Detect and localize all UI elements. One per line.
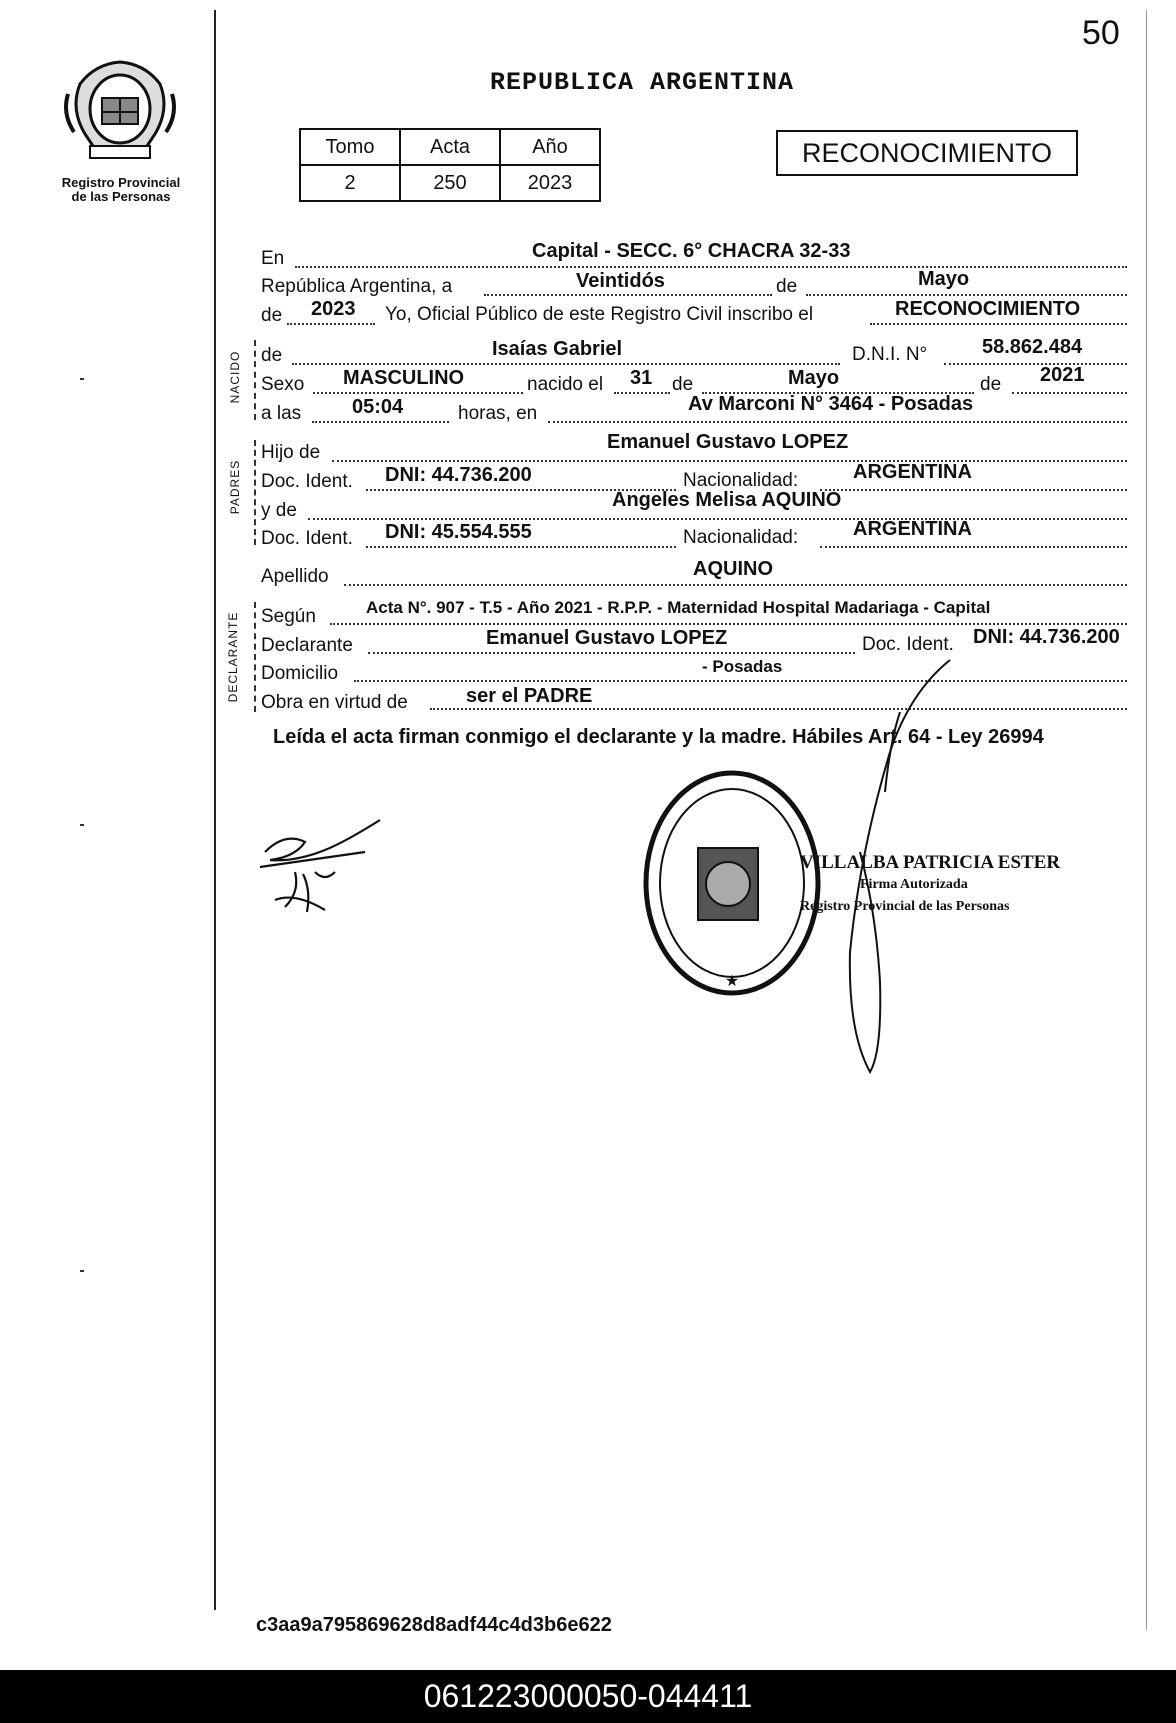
margin-tick xyxy=(80,824,84,826)
official-block xyxy=(800,852,1060,918)
dotted-line xyxy=(806,294,1127,296)
doc-ident-label: Doc. Ident. xyxy=(862,634,954,655)
birth-month-value: Mayo xyxy=(788,367,840,389)
mother-name-value: Angeles Melisa AQUINO xyxy=(612,489,842,511)
declarant-signature xyxy=(255,812,395,922)
birth-day-value: 31 xyxy=(630,367,653,389)
doc-ident-label: Doc. Ident. xyxy=(261,471,353,492)
father-name-value: Emanuel Gustavo LOPEZ xyxy=(607,431,849,453)
domicilio-value: - Posadas xyxy=(702,657,783,676)
padres-side-label: PADRES xyxy=(228,459,242,515)
value-anio: 2023 xyxy=(500,165,600,201)
provincial-seal-logo xyxy=(60,54,180,164)
declarante-bracket xyxy=(254,602,256,712)
de-label: de xyxy=(261,305,283,326)
birth-year-value: 2021 xyxy=(1040,364,1085,386)
dotted-line xyxy=(430,708,1127,710)
doc-ident-label: Doc. Ident. xyxy=(261,528,353,549)
sex-value: MASCULINO xyxy=(343,367,465,389)
de-label: de xyxy=(980,374,1002,395)
month-value: Mayo xyxy=(918,268,970,290)
father-nationality-value: ARGENTINA xyxy=(853,461,972,483)
segun-label: Según xyxy=(261,606,316,627)
apellido-label: Apellido xyxy=(261,566,329,587)
dotted-line xyxy=(484,294,772,296)
page-number: 50 xyxy=(1082,14,1120,52)
nacido-de-label: de xyxy=(261,345,283,366)
margin-tick xyxy=(80,1270,84,1272)
official-office: Registro Provincial de las Personas xyxy=(800,899,1010,914)
dotted-line xyxy=(312,421,449,423)
child-dni-value: 58.862.484 xyxy=(982,336,1083,358)
dotted-line xyxy=(870,323,1127,325)
nacido-bracket xyxy=(254,340,256,420)
declarante-side-label: DECLARANTE xyxy=(226,611,240,703)
reference-table-row xyxy=(300,165,600,201)
obra-value: ser el PADRE xyxy=(466,685,593,707)
dotted-line xyxy=(614,392,670,394)
right-margin-line xyxy=(1146,10,1147,1630)
document-hash: c3aa9a795869628d8adf44c4d3b6e622 xyxy=(256,1614,612,1636)
birth-place-value: Av Marconi N° 3464 - Posadas xyxy=(688,393,974,415)
dotted-line xyxy=(292,363,840,365)
a-las-label: a las xyxy=(261,403,302,424)
padres-bracket xyxy=(254,440,256,545)
en-label: En xyxy=(261,248,285,269)
y-de-label: y de xyxy=(261,500,297,521)
obra-label: Obra en virtud de xyxy=(261,692,408,713)
dotted-line xyxy=(944,363,1127,365)
inscription-type-value: RECONOCIMIENTO xyxy=(895,298,1081,320)
document-heading: REPUBLICA ARGENTINA xyxy=(490,68,795,97)
reference-table-header xyxy=(300,129,600,165)
dotted-line xyxy=(313,392,523,394)
left-margin-line xyxy=(214,10,216,1610)
nacionalidad-label: Nacionalidad: xyxy=(683,527,799,548)
logo-caption-line2: de las Personas xyxy=(71,189,171,204)
horas-en-label: horas, en xyxy=(458,403,538,424)
declarante-name-value: Emanuel Gustavo LOPEZ xyxy=(486,627,728,649)
de-label: de xyxy=(672,374,694,395)
hijo-de-label: Hijo de xyxy=(261,442,321,463)
child-name-value: Isaías Gabriel xyxy=(492,338,623,360)
logo-caption xyxy=(46,176,196,204)
nacionalidad-label: Nacionalidad: xyxy=(683,470,799,491)
reference-table xyxy=(299,128,601,202)
dotted-line xyxy=(332,460,1127,462)
header-acta: Acta xyxy=(400,129,500,165)
dotted-line xyxy=(308,518,1127,520)
nacido-side-label: NACIDO xyxy=(228,350,242,404)
closing-text: Leída el acta firman conmigo el declarante y la madre. Hábiles Art. 64 - Ley 26994 xyxy=(273,726,1044,748)
svg-text:★: ★ xyxy=(724,971,740,990)
declarante-doc-value: DNI: 44.736.200 xyxy=(973,626,1120,648)
place-value: Capital - SECC. 6° CHACRA 32-33 xyxy=(532,240,851,262)
value-tomo: 2 xyxy=(300,165,400,201)
header-anio: Año xyxy=(500,129,600,165)
dotted-line xyxy=(1012,392,1127,394)
header-tomo: Tomo xyxy=(300,129,400,165)
segun-value: Acta N°. 907 - T.5 - Año 2021 - R.P.P. - Maternidad Hospital Madariaga - Capital xyxy=(366,598,991,617)
logo-caption-line1: Registro Provincial xyxy=(61,175,181,190)
birth-time-value: 05:04 xyxy=(352,396,404,418)
dni-label: D.N.I. N° xyxy=(852,344,928,365)
dotted-line xyxy=(295,266,1127,268)
declarante-label: Declarante xyxy=(261,635,353,656)
dotted-line xyxy=(548,421,1127,423)
dotted-line xyxy=(330,623,1127,625)
mother-nationality-value: ARGENTINA xyxy=(853,518,972,540)
nacido-el-label: nacido el xyxy=(527,374,604,395)
margin-tick xyxy=(80,378,84,380)
dotted-line xyxy=(287,323,375,325)
act-type-box: RECONOCIMIENTO xyxy=(776,130,1078,176)
official-role: Firma Autorizada xyxy=(860,877,968,892)
official-text: Yo, Oficial Público de este Registro Civil inscribo el xyxy=(385,304,814,325)
official-stamp xyxy=(640,768,825,998)
day-value: Veintidós xyxy=(576,270,665,292)
dotted-line xyxy=(368,652,855,654)
domicilio-label: Domicilio xyxy=(261,663,339,684)
official-name: VILLALBA PATRICIA ESTER xyxy=(800,852,1061,873)
republica-label: República Argentina, a xyxy=(261,276,453,297)
apellido-value: AQUINO xyxy=(693,558,773,580)
dotted-line xyxy=(344,584,1127,586)
father-doc-value: DNI: 44.736.200 xyxy=(385,464,532,486)
dotted-line xyxy=(354,680,1127,682)
dotted-line xyxy=(820,489,1127,491)
barcode-number: 061223000050-044411 xyxy=(423,1678,753,1714)
sexo-label: Sexo xyxy=(261,374,305,395)
de-label: de xyxy=(776,276,798,297)
dotted-line xyxy=(366,546,676,548)
dotted-line xyxy=(820,546,1127,548)
value-acta: 250 xyxy=(400,165,500,201)
mother-doc-value: DNI: 45.554.555 xyxy=(385,521,532,543)
year-value: 2023 xyxy=(311,298,356,320)
